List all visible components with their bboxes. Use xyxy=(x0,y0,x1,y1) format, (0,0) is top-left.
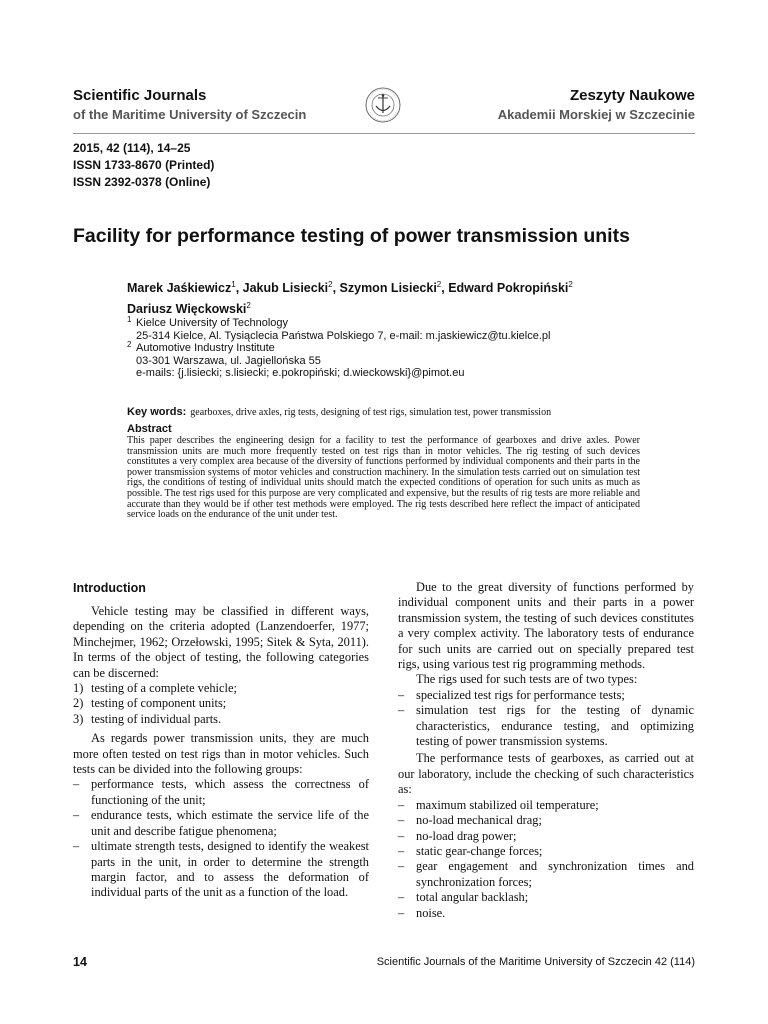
paragraph: As regards power transmission units, they are much more often tested on test rigs than in motor vehicles. Such tests can be divided into the following groups: xyxy=(73,731,369,777)
dash-list xyxy=(398,688,694,750)
author-name: Jakub Lisiecki xyxy=(242,281,329,296)
paragraph: Due to the great diversity of functions performed by individual component units and their parts in a power transmission system, the testing of such devices constitutes a very complex activity. The laboratory tests of endurance for such units are carried out on specially prepared test rigs, using various test rig programming methods. xyxy=(398,580,694,672)
issue-meta xyxy=(73,140,214,191)
section-heading: Introduction xyxy=(73,581,146,595)
journal-subtitle-en: of the Maritime University of Szczecin xyxy=(73,107,307,122)
paragraph: The performance tests of gearboxes, as carried out at our laboratory, include the checking of such characteristics as: xyxy=(398,751,694,797)
paragraph: Vehicle testing may be classified in different ways, depending on the criteria adopted (Lanzendoerfer, 1977; Minchejmer, 1962; Orzełowski, 1995; Sitek & Syta, 2011). In terms of the object of testing, the following categories can be discerned: xyxy=(73,604,369,680)
affiliation xyxy=(127,317,550,342)
list-item-text: maximum stabilized oil temperature; xyxy=(416,797,599,812)
list-item-text: noise. xyxy=(416,905,446,920)
list-item xyxy=(398,890,694,905)
list-item-text: endurance tests, which estimate the service life of the unit and describe fatigue phenomena; xyxy=(91,808,369,838)
list-marker: – xyxy=(73,839,80,854)
list-marker: 3) xyxy=(73,711,84,726)
affiliations xyxy=(127,317,550,380)
affiliation-number: 1 xyxy=(127,315,132,324)
issn-print: ISSN 1733-8670 (Printed) xyxy=(73,158,215,172)
author-separator: , xyxy=(235,281,243,296)
author-name: Marek Jaśkiewicz xyxy=(127,281,232,296)
author-affiliation-mark: 2 xyxy=(246,301,251,311)
footer-journal-ref: Scientific Journals of the Maritime University of Szczecin 42 (114) xyxy=(376,956,695,968)
dash-list xyxy=(398,798,694,921)
journal-subtitle-pl: Akademii Morskiej w Szczecinie xyxy=(497,107,695,122)
author-list xyxy=(127,276,627,318)
list-marker: – xyxy=(73,808,80,823)
body-column-left xyxy=(73,580,369,901)
journal-header-right xyxy=(498,86,695,125)
list-item-text: testing of individual parts. xyxy=(91,711,222,726)
paragraph: The rigs used for such tests are of two types: xyxy=(416,672,638,687)
list-marker: – xyxy=(398,859,405,874)
page-number: 14 xyxy=(73,955,87,969)
list-item xyxy=(73,808,369,839)
paper-title: Facility for performance testing of power transmission units xyxy=(73,225,630,247)
journal-title-en: Scientific Journals xyxy=(73,87,207,104)
dash-list xyxy=(73,777,369,900)
author-name: Edward Pokropiński xyxy=(448,281,569,296)
list-item xyxy=(73,681,369,696)
list-item xyxy=(398,906,694,921)
list-marker: 2) xyxy=(73,696,84,711)
list-item xyxy=(398,813,694,828)
list-item xyxy=(398,703,694,749)
issue-info: 2015, 42 (114), 14–25 xyxy=(73,141,191,155)
body-column-right xyxy=(398,580,694,921)
list-marker: – xyxy=(398,843,405,858)
numbered-list xyxy=(73,681,369,727)
affiliation-line: Automotive Industry Institute xyxy=(136,342,275,354)
list-marker: – xyxy=(398,703,405,718)
keywords-label: Key words: xyxy=(127,406,187,418)
author-separator: , xyxy=(332,281,340,296)
list-item-text: ultimate strength tests, designed to identify the weakest parts in the unit, in order to determine the strength margin factor, and to assess the deformation of individual parts of the unit as a function of the load. xyxy=(91,839,369,900)
header-divider xyxy=(73,133,695,134)
list-item xyxy=(398,829,694,844)
list-item xyxy=(398,798,694,813)
list-marker: – xyxy=(398,687,405,702)
author-name: Szymon Lisiecki xyxy=(339,281,437,296)
abstract-heading: Abstract xyxy=(127,423,172,435)
affiliation-line: 25-314 Kielce, Al. Tysiąclecia Państwa Polskiego 7, e-mail: m.jaskiewicz@tu.kielce.pl xyxy=(136,329,551,342)
university-seal-icon xyxy=(364,84,402,130)
list-item-text: static gear-change forces; xyxy=(416,843,543,858)
list-marker: – xyxy=(398,828,405,843)
issn-online: ISSN 2392-0378 (Online) xyxy=(73,175,211,189)
list-item-text: gear engagement and synchronization times and synchronization forces; xyxy=(416,859,694,889)
abstract-text: This paper describes the engineering design for a facility to test the performance of gearboxes and drive axles. Power transmission units are much more frequently tested on test rigs than in motor vehicles. The rig testing of such devices constitutes a very complex area because of the diversity of functions performed by individual components and their parts in the power transmission systems of motor vehicles and construction machinery. In the simulation tests carried out on simulation test rigs, the conditions of testing of individual units should match the expected conditions of operation for such units as much as possible. The test rigs used for this purpose are very complicated and expensive, but the results of rig tests are more reliable and accurate than they would be if other test methods were employed. The rig tests described here reflect the impact of anticipated service loads on the endurance of the unit under test. xyxy=(127,435,640,521)
list-item-text: performance tests, which assess the correctness of functioning of the unit; xyxy=(91,777,369,807)
author-affiliation-mark: 2 xyxy=(568,280,573,289)
list-marker: – xyxy=(73,777,80,792)
list-item-text: testing of a complete vehicle; xyxy=(91,681,237,696)
list-item-text: total angular backlash; xyxy=(416,890,529,905)
author-affiliation-mark: 2 xyxy=(436,280,442,289)
list-item-text: simulation test rigs for the testing of dynamic characteristics, endurance testing, and optimizing testing of power transmission systems. xyxy=(416,703,694,749)
affiliation xyxy=(127,342,550,380)
affiliation-line: e-mails: {j.lisiecki; s.lisiecki; e.pokropiński; d.wieckowski}@pimot.eu xyxy=(136,367,465,379)
journal-title-pl: Zeszyty Naukowe xyxy=(569,87,695,104)
keywords xyxy=(127,402,647,420)
list-marker: – xyxy=(398,890,405,905)
list-marker: – xyxy=(398,797,405,812)
list-item xyxy=(73,839,369,901)
list-item-text: no-load drag power; xyxy=(416,828,517,843)
author-separator: , xyxy=(441,281,449,296)
list-item-text: testing of component units; xyxy=(91,696,227,711)
author-affiliation-mark: 2 xyxy=(328,280,333,289)
abstract xyxy=(127,422,640,521)
list-item xyxy=(73,696,369,711)
list-marker: 1) xyxy=(73,681,84,696)
list-item xyxy=(73,777,369,808)
list-item xyxy=(398,844,694,859)
keywords-text: gearboxes, drive axles, rig tests, designing of test rigs, simulation test, power transmission xyxy=(190,407,552,418)
list-item-text: specialized test rigs for performance tests; xyxy=(416,687,625,702)
affiliation-line: Kielce University of Technology xyxy=(136,317,289,329)
journal-header-left xyxy=(73,86,306,125)
list-marker: – xyxy=(398,905,405,920)
affiliation-number: 2 xyxy=(127,340,132,349)
list-item xyxy=(73,712,369,727)
list-item xyxy=(398,859,694,890)
author-affiliation-mark: 1 xyxy=(231,280,236,289)
list-marker: – xyxy=(398,813,405,828)
author-name: Dariusz Więckowski xyxy=(127,302,247,317)
list-item-text: no-load mechanical drag; xyxy=(416,813,542,828)
list-item xyxy=(398,688,694,703)
affiliation-line: 03-301 Warszawa, ul. Jagiellońska 55 xyxy=(136,354,321,367)
